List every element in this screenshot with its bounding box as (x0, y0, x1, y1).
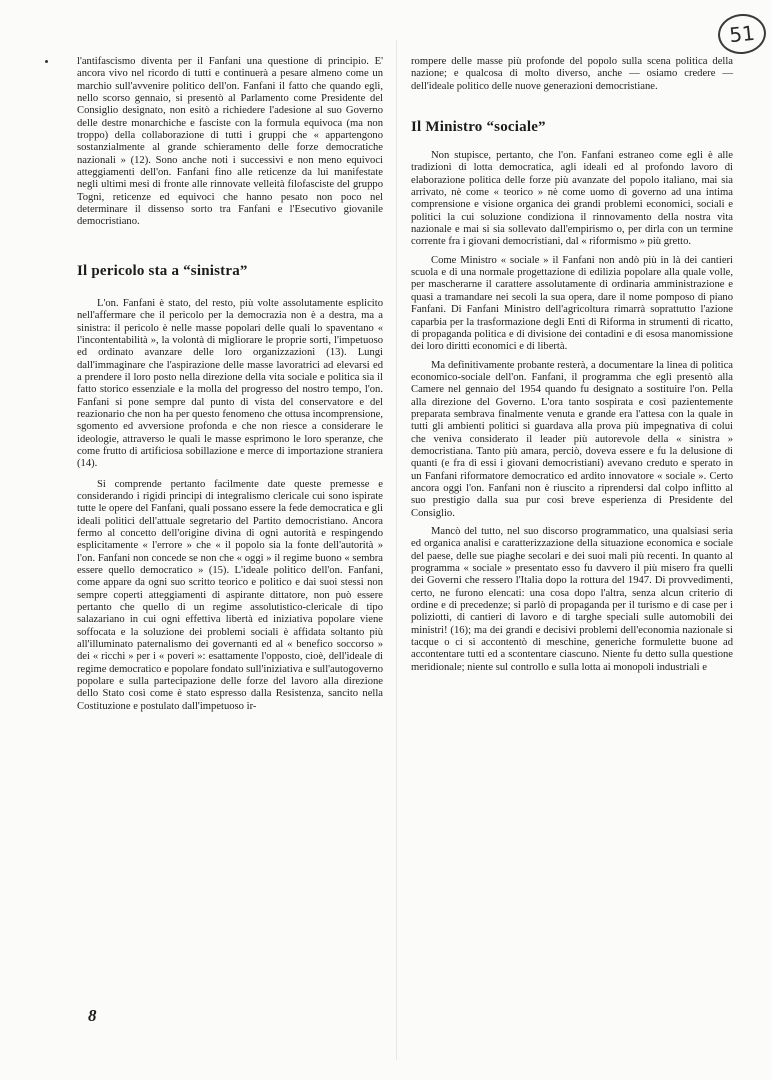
right-column (411, 56, 733, 674)
right-paragraph-2: Come Ministro « sociale » il Fanfani non andò più in là dei cantieri scuola e di una normale progettazione di edilizia popolare alla quale volle, per mascherarne il carattere assolutamente di ordinaria amministrazione e quasi a tramandare nei secoli la sua opera, dare il nome pomposo di piano Fanfani. Di Fanfani Ministro dell'agricoltura rimarrà soprattutto l'azione caparbia per la trasformazione degli Enti di Riforma in strumenti di ricatto, di propaganda politica e di divisione dei contadini e di esosa manomissione dei loro diritti economici e di libertà. (411, 254, 733, 353)
right-paragraph-1: Non stupisce, pertanto, che l'on. Fanfani estraneo come egli è alle tradizioni di lotta democratica, agli ideali ed al profondo lavoro di elaborazione politica delle forze più avanzate del popolo italiano, mai sia arrivato, nè come « teorico » nè come uomo di governo ad una intima comprensione e visione organica dei grandi problemi economici, sociali e politici la cui soluzione condiziona il rinnovamento della nostra vita nazionale e mai si sia sollevato dall'empirismo o, per dirla con un termine corrente fra i giovani democristiani, dal « riformismo » più gretto. (411, 150, 733, 248)
right-paragraph-3: Ma definitivamente probante resterà, a documentare la linea di politica economico-sociale dell'on. Fanfani, il programma che egli presentò alla Camere nel gennaio del 1954 quando fu designato a sostituire l'on. Pella alla direzione del Governo. L'ora tanto sospirata e così pazientemente preparata sembrava finalmente venuta e grande era l'attesa con la quale in tutti gli ambienti politici si guardava alla prova più impegnativa di colui che veniva considerato il leader più autorevole della « sinistra » democristiana. Tanto più amara, perciò, doveva essere e fu la delusione di quanti (e fra di essi i giovani democristiani) avevano creduto e sperato in un Fanfani riformatore democratico ed ardito innovatore « sociale ». Certo ancora oggi l'on. Fanfani non è riuscito a riprendersi dal colpo inflitto al suo prestigio dalla sua pur così breve esperienza di Presidente del Consiglio. (411, 359, 733, 519)
page-number: 8 (88, 1006, 97, 1025)
circled-page-stamp: 51 (716, 12, 768, 57)
left-paragraph-1: L'on. Fanfani è stato, del resto, più volte assolutamente esplicito nell'affermare che il pericolo per la democrazia non è a destra, ma a sinistra: il pericolo è nelle masse popolari delle quali lo spaventano « l'incontentabilità », la volontà di migliorare le proprie sorti, l'impetuoso ed ordinato avanzare delle loro organizzazioni (13). Lungi dall'immaginare che l'aspirazione delle masse lavoratrici ad elevarsi ed a prendere il loro posto nella direzione della vita sociale e politica sia il fatto storico essenziale e la molla del progresso del nostro tempo, l'on. Fanfani si pone sempre dal punto di vista del conservatore e del reazionario che non ha per questo fenomeno che ottusa incomprensione, sgomento ed avversione profonda e che non riesce a considerare le ideologie, attraverso le quali le masse esprimono le loro speranze, che come frutto di artificiosa sobillazione e merce di importazione straniera (14). (77, 297, 383, 470)
right-continuation-paragraph: rompere delle masse più profonde del popolo sulla scena politica della nazione; e qualcosa di molto diverso, anche — osiamo credere — dell'ideale politico delle nuove generazioni democristiane. (411, 56, 733, 92)
left-column (77, 56, 383, 713)
right-paragraph-4: Mancò del tutto, nel suo discorso programmatico, una qualsiasi seria ed organica analisi e caratterizzazione della situazione economica e sociale del paese, delle sue piaghe secolari e dei suoi mali più recenti. In quanto al programma « sociale » presentato esso fu davvero il più misero fra quelli dei Governi che ressero l'Italia dopo la rottura del 1947. Di provvedimenti, certo, ne furono elencati: una cosa dopo l'altra, senza alcun criterio di ordine e di precedenze; si parlò di propaganda per il turismo e di case per i poliziotti, di cantieri di lavoro e di targhe speciali sulle automobili dei ministri! (16); ma dei grandi e decisivi problemi dell'economia nazionale si tacque o ci si accontentò di meschine, generiche formulette buone ad accontentare tutti ed a scontentare ciascuno. Niente fu detto sulla questione meridionale; niente sul controllo e sulla lotta ai monopoli industriali e (411, 526, 733, 673)
section-heading-pericolo: Il pericolo sta a “sinistra” (77, 262, 248, 279)
section-heading-ministro-sociale: Il Ministro “sociale” (411, 119, 546, 136)
margin-speck (45, 60, 48, 63)
page-fold-shadow (396, 40, 397, 1060)
left-intro-paragraph: l'antifascismo diventa per il Fanfani una questione di principio. E' ancora vivo nel ricordo di tutti e continuerà a pesare almeno come un marchio sull'avvenire politico dell'on. Fanfani il fatto che quando egli, nello scorso gennaio, si presentò al Parlamento come Presidente del Consiglio designato, non esitò a richiedere l'adesione al suo Governo delle destre monarchiche e fasciste con la formula equivoca (ma non troppo) della collaborazione di tutti i gruppi che « appartengono sostanzialmente al grande schieramento delle forze democratiche nazionali » (12). Sono anche noti i successivi e non meno equivoci atteggiamenti dell'on. Fanfani fino alle reticenze da lui manifestate negli ultimi mesi di fronte alle rinnovate velleità filofasciste del gruppo Togni, reticenze ed equivoci che hanno pesato non poco nel determinare il dissenso sorto tra Fanfani e l'Esecutivo giovanile democristiano. (77, 56, 383, 228)
left-paragraph-2: Si comprende pertanto facilmente date queste premesse e considerando i rigidi principi di integralismo clericale cui sono ispirate tutte le opere del Fanfani, quali possano essere la fede democratica e gli ideali politici dell'attuale segretario del Partito democristiano. Ancora fermo al concetto dell'origine divina di ogni autorità e respingendo esplicitamente « l'errore » che « il popolo sia la fonte dell'autorità » l'on. Fanfani non concede se non che « oggi » il regime buono « sembra essere quello democratico » (15). L'ideale politico dell'on. Fanfani, come appare da ogni suo scritto teorico e politico e dai suoi stessi non sempre coperti atteggiamenti di aspirante dittatore, non può essere pertanto che quello di un regime assolutistico-clericale di tipo salazariano in cui ogni effettiva libertà ed iniziativa popolare viene soffocata e la soluzione dei problemi sociali è affidata soltanto più all'illuminato paternalismo dei governanti ed al « benefico soccorso » dei « ricchi » per i « poveri »: esattamente l'opposto, cioè, dell'ideale di regime democratico e popolare fondato sull'iniziativa e sull'autogoverno popolare e sulla partecipazione delle forze del lavoro alla direzione dello Stato così come è stato espresso dalla Resistenza, sancito nella Costituzione e postulato dall'impetuoso ir- (77, 478, 383, 712)
